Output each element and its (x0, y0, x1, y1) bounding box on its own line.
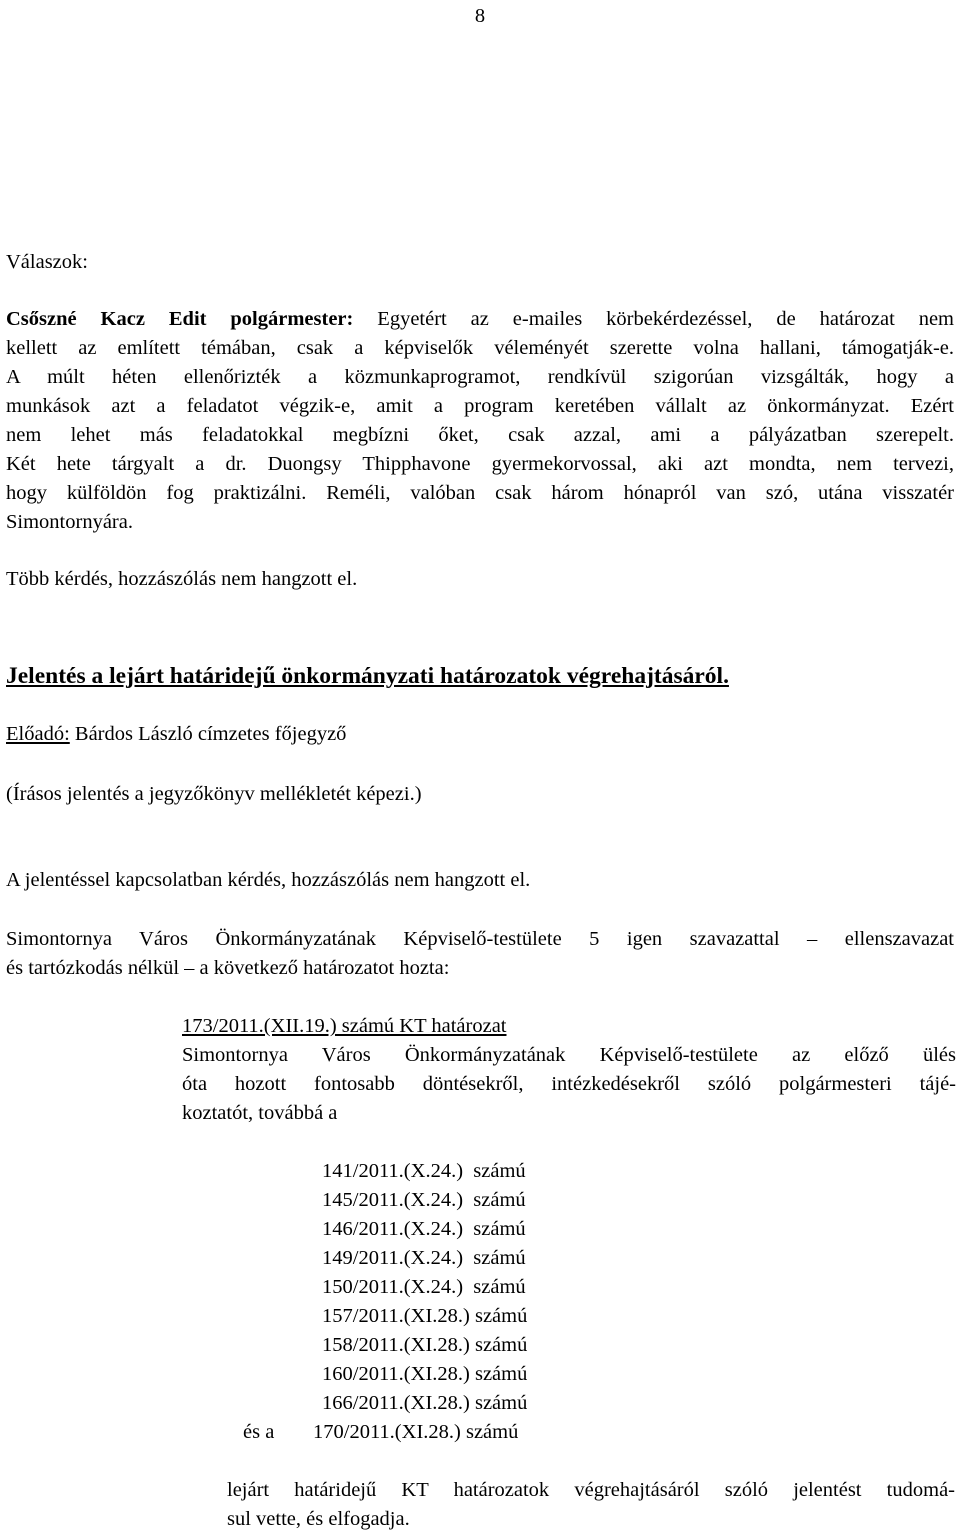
resolution-ref-item: 149/2011.(X.24.) számú (322, 1247, 526, 1269)
vote-line-2: és tartózkodás nélkül – a következő határozatot hozta: (6, 957, 450, 979)
resolution-number: 173/2011.(XII.19.) számú KT határozat (182, 1015, 507, 1037)
vote-line-1: Simontornya Város Önkormányzatának Képviselő-testülete 5 igen szavazattal – ellenszavazat (6, 928, 954, 950)
resolution-ref-item: 141/2011.(X.24.) számú (322, 1160, 526, 1182)
closing-line-2: sul vette, és elfogadja. (227, 1508, 410, 1530)
page-number: 8 (474, 5, 486, 27)
resolution-line-2: óta hozott fontosabb döntésekről, intézkedésekről szóló polgármesteri tájé- (182, 1073, 956, 1095)
presenter-label: Előadó: (6, 723, 70, 745)
mayor-line-8: Simontornyára. (6, 511, 133, 533)
resolution-line-1: Simontornya Város Önkormányzatának Képviselő-testülete az előző ülés (182, 1044, 956, 1066)
mayor-line-1-text: Egyetért az e-mailes körbekérdezéssel, de határozat nem (353, 308, 954, 330)
closing-line-1: lejárt határidejű KT határozatok végrehajtásáról szóló jelentést tudomá- (227, 1479, 955, 1501)
written-report-note: (Írásos jelentés a jegyzőkönyv mellékletét képezi.) (6, 783, 422, 805)
no-questions-report: A jelentéssel kapcsolatban kérdés, hozzászólás nem hangzott el. (6, 869, 531, 891)
resolution-ref-item: 158/2011.(XI.28.) számú (322, 1334, 528, 1356)
answers-heading: Válaszok: (6, 251, 88, 273)
mayor-paragraph (6, 305, 954, 537)
mayor-line-2: kellett az említett témában, csak a képviselők véleményét szerette volna hallani, támogatják-e. (6, 337, 954, 359)
resolution-ref-item: 166/2011.(XI.28.) számú (322, 1392, 528, 1414)
presenter-line (6, 720, 954, 749)
resolution-closing (227, 1476, 955, 1534)
mayor-line-4: munkások azt a feladatot végzik-e, amit a program keretében vállalt az önkormányzat. Ezért (6, 395, 954, 417)
resolution-ref-item: 150/2011.(X.24.) számú (322, 1276, 526, 1298)
resolution-ref-item: 157/2011.(XI.28.) számú (322, 1305, 528, 1327)
resolution-line-3: koztatót, továbbá a (182, 1102, 338, 1124)
resolution-text (182, 1041, 956, 1128)
resolution-ref-list (322, 1157, 527, 1418)
resolution-ref-item: 146/2011.(X.24.) számú (322, 1218, 526, 1240)
mayor-line-3: A múlt héten ellenőrizték a közmunkaprogramot, rendkívül szigorúan vizsgálták, hogy a (6, 366, 954, 388)
presenter-name: Bárdos László címzetes főjegyző (69, 723, 347, 745)
no-more-questions: Több kérdés, hozzászólás nem hangzott el. (6, 568, 358, 590)
mayor-line-5: nem lehet más feladatokkal megbízni őket, csak azzal, ami a pályázatban szerepelt. (6, 424, 954, 446)
last-ref: 170/2011.(XI.28.) számú (313, 1421, 519, 1443)
vote-paragraph (6, 925, 954, 983)
mayor-line-1 (6, 305, 954, 334)
mayor-line-6: Két hete tárgyalt a dr. Duongsy Thipphavone gyermekorvossal, aki azt mondta, nem tervezi, (6, 453, 954, 475)
resolution-ref-item: 160/2011.(XI.28.) számú (322, 1363, 528, 1385)
mayor-line-7: hogy külföldön fog praktizálni. Reméli, valóban csak három hónapról van szó, utána visszatér (6, 482, 954, 504)
report-title: Jelentés a lejárt határidejű önkormányzati határozatok végrehajtásáról. (6, 663, 729, 689)
resolution-ref-item: 145/2011.(X.24.) számú (322, 1189, 526, 1211)
speaker-name: Csőszné Kacz Edit polgármester: (6, 308, 354, 330)
last-ref-prefix: és a (243, 1421, 275, 1443)
